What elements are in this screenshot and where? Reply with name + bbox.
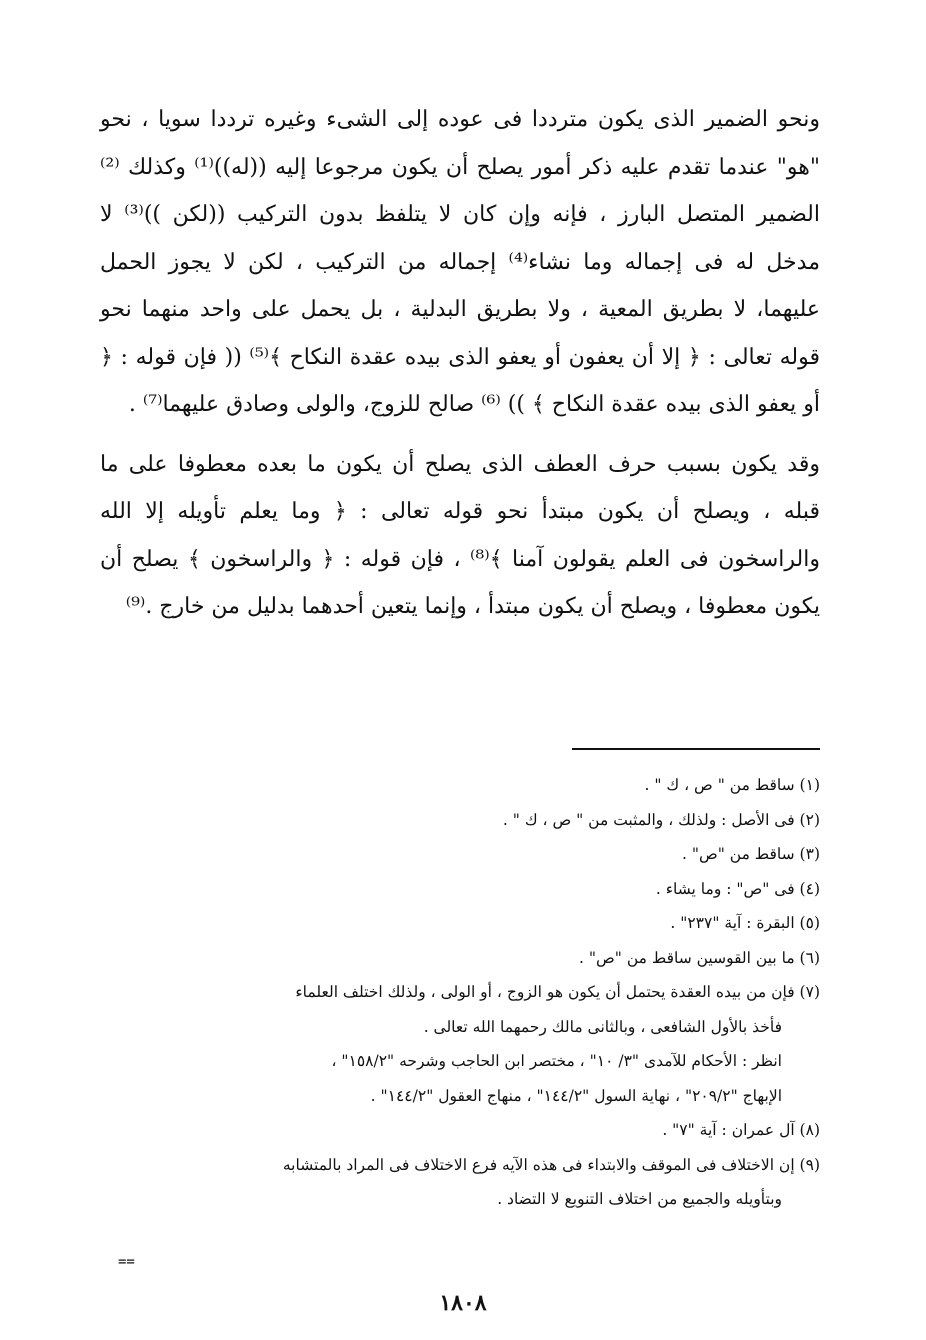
footnote-reference: انظر : الأحكام للآمدى "٣/ ١٠" ، مختصر ابن الحاجب وشرحه "١٥٨/٢" ، xyxy=(331,1052,782,1070)
footnote: (٢) فى الأصل : ولذلك ، والمثبت من " ص ، ك " . xyxy=(502,810,820,829)
footnote-continuation: وبتأويله والجميع من اختلاف التنويع لا التضاد . xyxy=(497,1190,782,1208)
paragraph: وقد يكون بسبب حرف العطف الذى يصلح أن يكون ما بعده معطوفا على ما قبله ، ويصلح أن يكون مبتدأ نحو قوله تعالى : ﴿ وما يعلم تأويله إلا الله والراسخون فى العلم يقولون آمنا ﴾⁽⁸⁾ ، فإن قوله : ﴿ والراسخون ﴾ يصلح أن يكون معطوفا ، ويصلح أن يكون مبتدأ ، وإنما يتعين أحدهما بدليل من خارج .⁽⁹⁾ xyxy=(100,451,820,619)
footnote: (٦) ما بين القوسين ساقط من "ص" . xyxy=(579,948,820,967)
footnote: (٩) إن الاختلاف فى الموقف والابتداء فى هذه الآيه فرع الاختلاف فى المراد بالمتشابه xyxy=(282,1155,820,1174)
footnote: (٨) آل عمران : آية "٧" . xyxy=(662,1121,820,1139)
page-number: ١٨٠٨ xyxy=(439,1290,487,1316)
footnote: (٧) فإن من بيده العقدة يحتمل أن يكون هو الزوج ، أو الولى ، ولذلك اختلف العلماء xyxy=(295,983,820,1001)
footnote-continuation: فأخذ بالأول الشافعى ، وبالثانى مالك رحمهما الله تعالى . xyxy=(423,1017,782,1036)
footnotes xyxy=(100,768,820,1217)
margin-marker: == xyxy=(118,1254,135,1270)
footnote: (١) ساقط من " ص ، ك " . xyxy=(644,776,820,794)
footnote: (٣) ساقط من "ص" . xyxy=(681,845,820,863)
footnote: (٤) فى "ص" : وما يشاء . xyxy=(655,879,820,898)
footnote: (٥) البقرة : آية "٢٣٧" . xyxy=(670,914,820,932)
paragraph: ونحو الضمير الذى يكون مترددا فى عوده إلى الشىء وغيره ترددا سويا ، نحو "هو" عندما تقدم عليه ذكر أمور يصلح أن يكون مرجوعا إليه ((له))⁽¹⁾ وكذلك ⁽²⁾ الضمير المتصل البارز ، فإنه وإن كان لا يتلفظ بدون التركيب ((لكن ))⁽³⁾ لا مدخل له فى إجماله وما نشاء⁽⁴⁾ إجماله من التركيب ، لكن لا يجوز الحمل عليهما، لا بطريق المعية ، ولا بطريق البدلية ، بل يحمل على واحد منهما نحو قوله تعالى : ﴿ إلا أن يعفون أو يعفو الذى بيده عقدة النكاح ﴾⁽⁵⁾ (( فإن قوله : ﴿ أو يعفو الذى بيده عقدة النكاح ﴾ )) ⁽⁶⁾ صالح للزوج، والولى وصادق عليهما⁽⁷⁾ . xyxy=(100,107,821,417)
footnote-divider xyxy=(572,748,820,750)
main-text xyxy=(100,96,820,631)
footnote-reference: الإبهاج "٢٠٩/٢" ، نهاية السول "١٤٤/٢" ، منهاج العقول "١٤٤/٢" . xyxy=(370,1086,782,1105)
